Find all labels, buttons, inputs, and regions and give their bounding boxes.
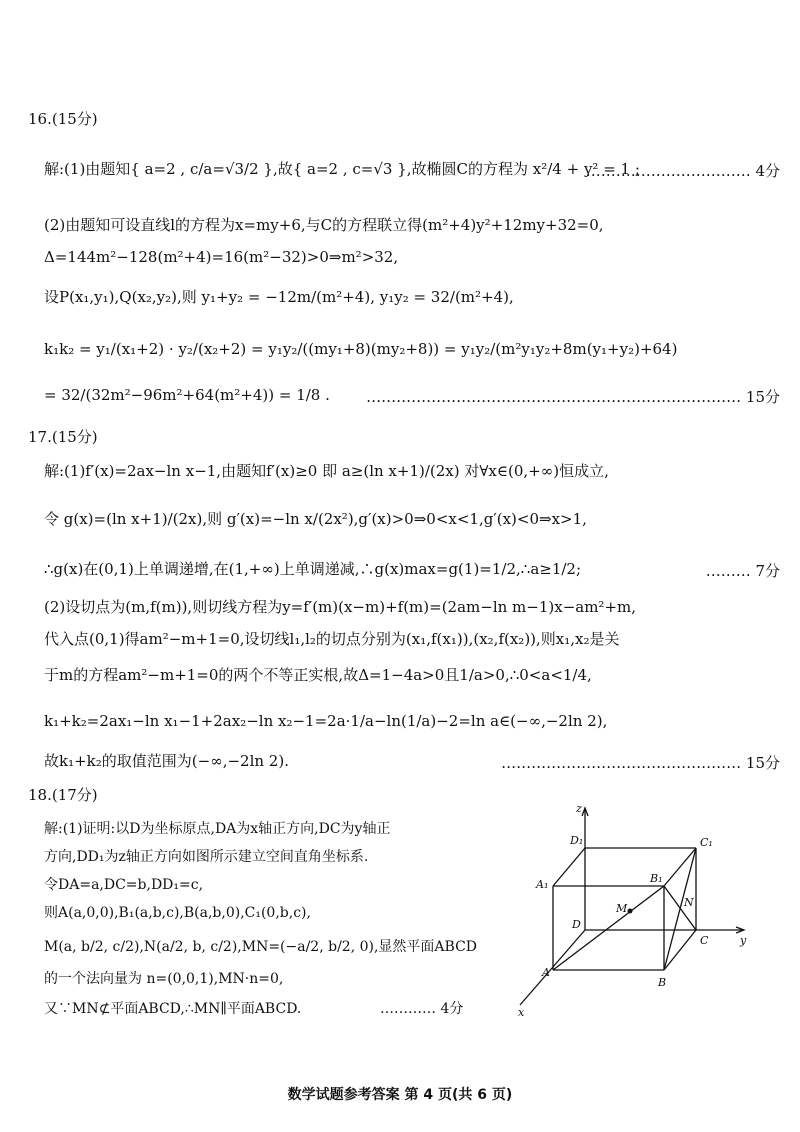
label-d: D bbox=[572, 918, 581, 931]
q16-line-3: Δ=144m²−128(m²+4)=16(m²−32)>0⇒m²>32, bbox=[44, 248, 399, 266]
point-m bbox=[628, 909, 633, 914]
q17-line-8: 故k₁+k₂的取值范围为(−∞,−2ln 2). bbox=[44, 752, 289, 770]
q17-line-2: 令 g(x)=(ln x+1)/(2x),则 g′(x)=−ln x/(2x²),g′(x)>0⇒0<x<1,g′(x)<0⇒x>1, bbox=[44, 510, 587, 528]
q16-header: 16.(15分) bbox=[28, 110, 98, 128]
label-y: y bbox=[740, 934, 747, 947]
label-m: M bbox=[616, 902, 628, 915]
q16-line-2: (2)由题知可设直线l的方程为x=my+6,与C的方程联立得(m²+4)y²+12my+32=0, bbox=[44, 216, 604, 234]
label-n: N bbox=[684, 896, 694, 909]
q18-line-1: 解:(1)证明:以D为坐标原点,DA为x轴正方向,DC为y轴正 bbox=[44, 821, 391, 837]
q18-score-4: ………… 4分 bbox=[380, 1001, 464, 1017]
q18-line-4: 则A(a,0,0),B₁(a,b,c),B(a,b,0),C₁(0,b,c), bbox=[44, 905, 311, 921]
label-z: z bbox=[576, 802, 582, 815]
q18-line-3: 令DA=a,DC=b,DD₁=c, bbox=[44, 877, 204, 893]
q18-line-7: 又∵MN⊄平面ABCD,∴MN∥平面ABCD. bbox=[44, 1001, 302, 1017]
q17-line-5: 代入点(0,1)得am²−m+1=0,设切线l₁,l₂的切点分别为(x₁,f(x₁)),(x₂,f(x₂)),则x₁,x₂是关 bbox=[44, 630, 620, 648]
q17-score-15: ………………………………………… 15分 bbox=[501, 754, 780, 772]
q16-score-15: ………………………………………………………………… 15分 bbox=[366, 388, 780, 406]
q16-line-1: 解:(1)由题知{ a=2 , c/a=√3/2 },故{ a=2 , c=√3 },故椭圆C的方程为 x²/4 + y² = 1 ; bbox=[44, 160, 640, 178]
label-b1: B₁ bbox=[650, 872, 663, 885]
q16-line-5: k₁k₂ = y₁/(x₁+2) · y₂/(x₂+2) = y₁y₂/((my₁+8)(my₂+8)) = y₁y₂/(m²y₁y₂+8m(y₁+y₂)+64) bbox=[44, 340, 678, 358]
q17-line-3: ∴g(x)在(0,1)上单调递增,在(1,+∞)上单调递减,∴g(x)max=g(1)=1/2,∴a≥1/2; bbox=[44, 560, 582, 578]
q16-line-6: = 32/(32m²−96m²+64(m²+4)) = 1/8 . bbox=[44, 386, 330, 404]
label-c: C bbox=[700, 934, 709, 947]
label-a1: A₁ bbox=[536, 878, 549, 891]
label-b: B bbox=[658, 976, 667, 989]
cuboid-figure bbox=[520, 800, 750, 1020]
page-footer: 数学试题参考答案 第 4 页(共 6 页) bbox=[287, 1087, 513, 1103]
q18-line-6: 的一个法向量为 n=(0,0,1),MN·n=0, bbox=[44, 971, 284, 987]
q17-line-6: 于m的方程am²−m+1=0的两个不等正实根,故Δ=1−4a>0且1/a>0,∴0<a<1/4, bbox=[44, 666, 592, 684]
q17-line-1: 解:(1)f′(x)=2ax−ln x−1,由题知f′(x)≥0 即 a≥(ln x+1)/(2x) 对∀x∈(0,+∞)恒成立, bbox=[44, 462, 609, 480]
q17-header: 17.(15分) bbox=[28, 428, 98, 446]
q17-score-7: ……… 7分 bbox=[705, 562, 780, 580]
q16-score-4: …………………………… 4分 bbox=[585, 162, 780, 180]
q17-line-4: (2)设切点为(m,f(m)),则切线方程为y=f′(m)(x−m)+f(m)=(2am−ln m−1)x−am²+m, bbox=[44, 598, 637, 616]
label-x: x bbox=[518, 1006, 525, 1019]
q18-header: 18.(17分) bbox=[28, 786, 98, 804]
q18-line-2: 方向,DD₁为z轴正方向如图所示建立空间直角坐标系. bbox=[44, 849, 369, 865]
q17-line-7: k₁+k₂=2ax₁−ln x₁−1+2ax₂−ln x₂−1=2a·1/a−ln(1/a)−2=ln a∈(−∞,−2ln 2), bbox=[44, 712, 608, 730]
q16-line-4: 设P(x₁,y₁),Q(x₂,y₂),则 y₁+y₂ = −12m/(m²+4), y₁y₂ = 32/(m²+4), bbox=[44, 288, 514, 306]
label-d1: D₁ bbox=[570, 834, 584, 847]
label-a: A bbox=[542, 966, 550, 979]
label-c1: C₁ bbox=[700, 836, 713, 849]
q18-line-5: M(a, b/2, c/2),N(a/2, b, c/2),MN=(−a/2, b/2, 0),显然平面ABCD bbox=[44, 939, 478, 955]
